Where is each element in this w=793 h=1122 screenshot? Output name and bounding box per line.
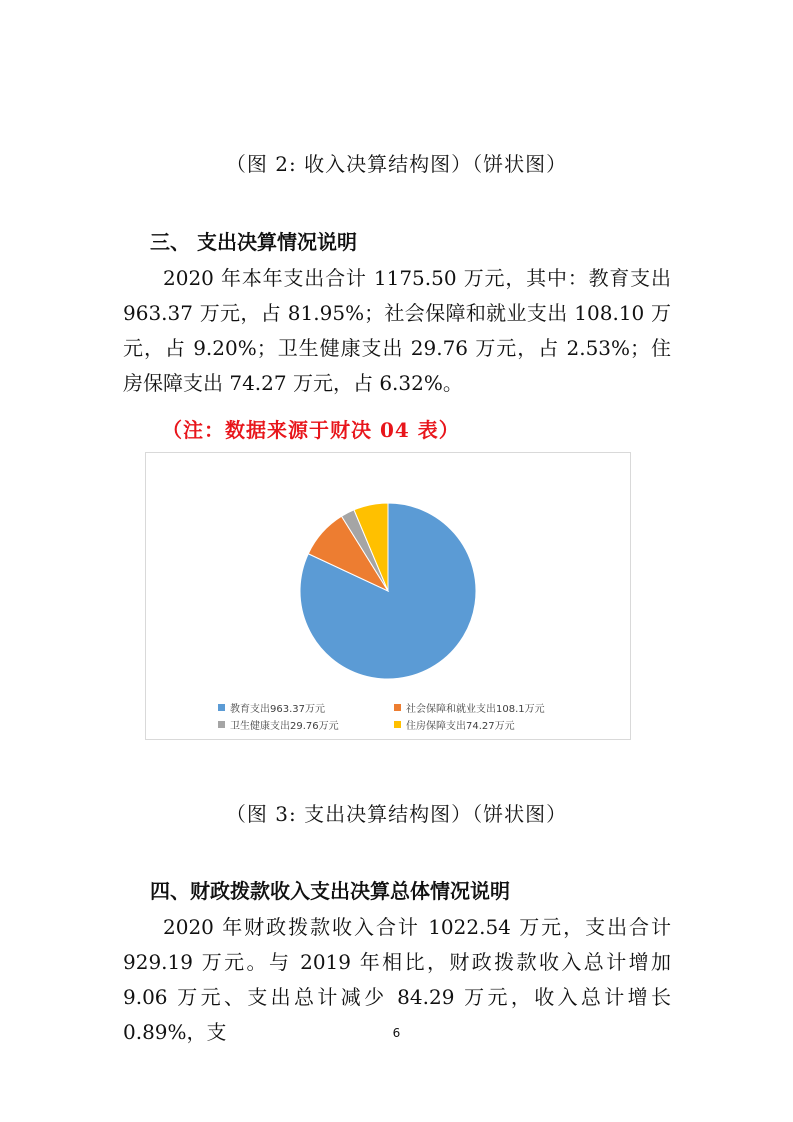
legend-label-health: 卫生健康支出29.76万元 <box>230 721 339 732</box>
section-4-paragraph-text: 2020 年财政拨款收入合计 1022.54 万元，支出合计 929.19 万元。与 2019 年相比，财政拨款收入总计增加 9.06 万元、支出总计减少 84.29 万元，收入总计增长 0.89%，支 <box>123 915 671 1044</box>
legend-label-housing: 住房保障支出74.27万元 <box>406 721 515 732</box>
legend-label-education: 教育支出963.37万元 <box>230 704 325 715</box>
section-4-heading: 四、财政拨款收入支出决算总体情况说明 <box>150 879 510 903</box>
figure-3-caption: （图 3: 支出决算结构图）（饼状图） <box>225 802 568 826</box>
legend-label-social-security: 社会保障和就业支出108.1万元 <box>406 704 545 715</box>
legend-item-housing <box>394 717 515 732</box>
legend-swatch-housing <box>394 721 401 728</box>
section-3-paragraph-text: 2020 年本年支出合计 1175.50 万元，其中：教育支出 963.37 万元，占 81.95%；社会保障和就业支出 108.10 万元，占 9.20%；卫生健康支出 29.76 万元，占 2.53%；住房保障支出 74.27 万元，占 6.32%。 <box>123 266 671 395</box>
section-3-paragraph <box>123 261 671 401</box>
section-3-heading: 三、 支出决算情况说明 <box>150 230 357 254</box>
legend-swatch-health <box>218 721 225 728</box>
legend-swatch-education <box>218 704 225 711</box>
legend-item-social-security <box>394 700 545 715</box>
expenditure-pie-chart <box>145 452 631 740</box>
legend-item-education <box>218 700 325 715</box>
page-number: 6 <box>392 1026 401 1040</box>
data-source-note: （注：数据来源于财决 04 表） <box>162 418 460 442</box>
pie-chart-svg <box>146 453 632 741</box>
figure-2-caption: （图 2: 收入决算结构图）（饼状图） <box>225 152 568 176</box>
legend-swatch-social-security <box>394 704 401 711</box>
legend-item-health <box>218 717 339 732</box>
